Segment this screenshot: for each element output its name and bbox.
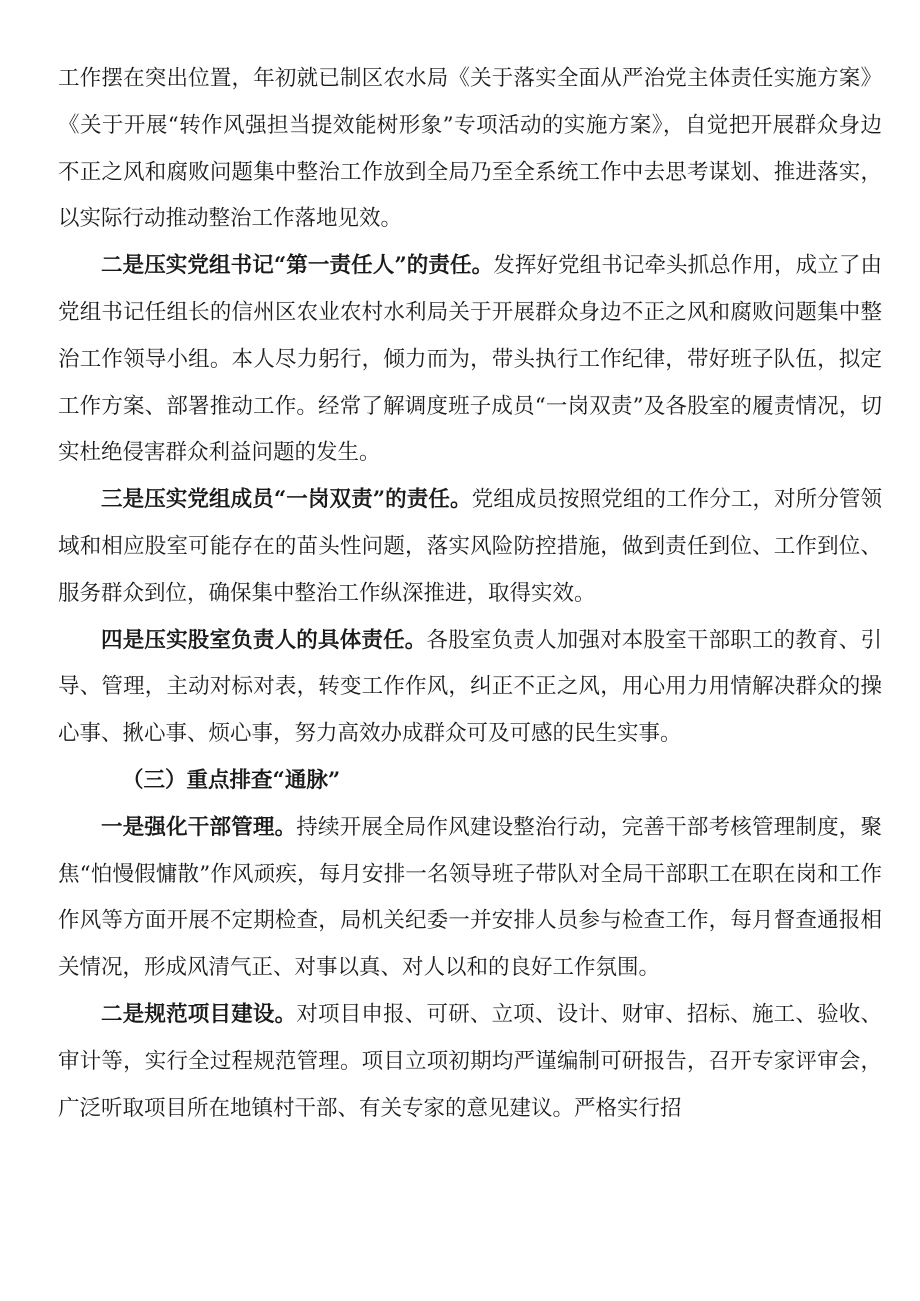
paragraph-party-secretary [58,243,882,477]
paragraph-lead: 三是压实党组成员“一岗双责”的责任。 [101,487,472,513]
paragraph-party-members [58,477,882,617]
paragraph-text: 发挥好党组书记牵头抓总作用，成立了由党组书记任组长的信州区农业农村水利局关于开展群众身边不正之风和腐败问题集中整治工作领导小组。本人尽力躬行，倾力而为，带头执行工作纪律，带好班子队伍，拟定工作方案、部署推动工作。经常了解调度班子成员“一岗双责”及各股室的履责情况，切实杜绝侵害群众利益问题的发生。 [58,253,882,466]
paragraph-continued [58,56,882,243]
section-heading: （三）重点排查“通脉” [122,767,341,793]
paragraph-text: 各股室负责人加强对本股室干部职工的教育、引导、管理，主动对标对表，转变工作作风，纠正不正之风，用心用力用情解决群众的操心事、揪心事、烦心事，努力高效办成群众可及可感的民生实事。 [58,627,882,747]
paragraph-lead: 一是强化干部管理。 [101,814,297,840]
paragraph-lead: 二是压实党组书记“第一责任人”的责任。 [101,253,494,279]
paragraph-text: 工作摆在突出位置，年初就已制区农水局《关于落实全面从严治党主体责任实施方案》《关于开展“转作风强担当提效能树形象”专项活动的实施方案》，自觉把开展群众身边不正之风和腐败问题集中整治工作放到全局乃至全系统工作中去思考谋划、推进落实，以实际行动推动整治工作落地见效。 [58,66,882,232]
paragraph-lead: 二是规范项目建设。 [101,1001,297,1027]
paragraph-section-heads [58,618,882,758]
paragraph-cadre-management [58,805,882,992]
paragraph-text: 对项目申报、可研、立项、设计、财审、招标、施工、验收、审计等，实行全过程规范管理。项目立项初期均严谨编制可研报告，召开专家评审会，广泛听取项目所在地镇村干部、有关专家的意见建议。严格实行招 [58,1001,882,1121]
paragraph-project-construction [58,992,882,1132]
paragraph-text: 持续开展全局作风建设整治行动，完善干部考核管理制度，聚焦“怕慢假慵散”作风顽疾，每月安排一名领导班子带队对全局干部职工在职在岗和工作作风等方面开展不定期检查，局机关纪委一并安排人员参与检查工作，每月督查通报相关情况，形成风清气正、对事以真、对人以和的良好工作氛围。 [58,814,882,981]
paragraph-lead: 四是压实股室负责人的具体责任。 [101,627,427,653]
paragraph-text: 党组成员按照党组的工作分工，对所分管领域和相应股室可能存在的苗头性问题，落实风险防控措施，做到责任到位、工作到位、服务群众到位，确保集中整治工作纵深推进，取得实效。 [58,487,882,606]
document-page [58,56,882,1132]
